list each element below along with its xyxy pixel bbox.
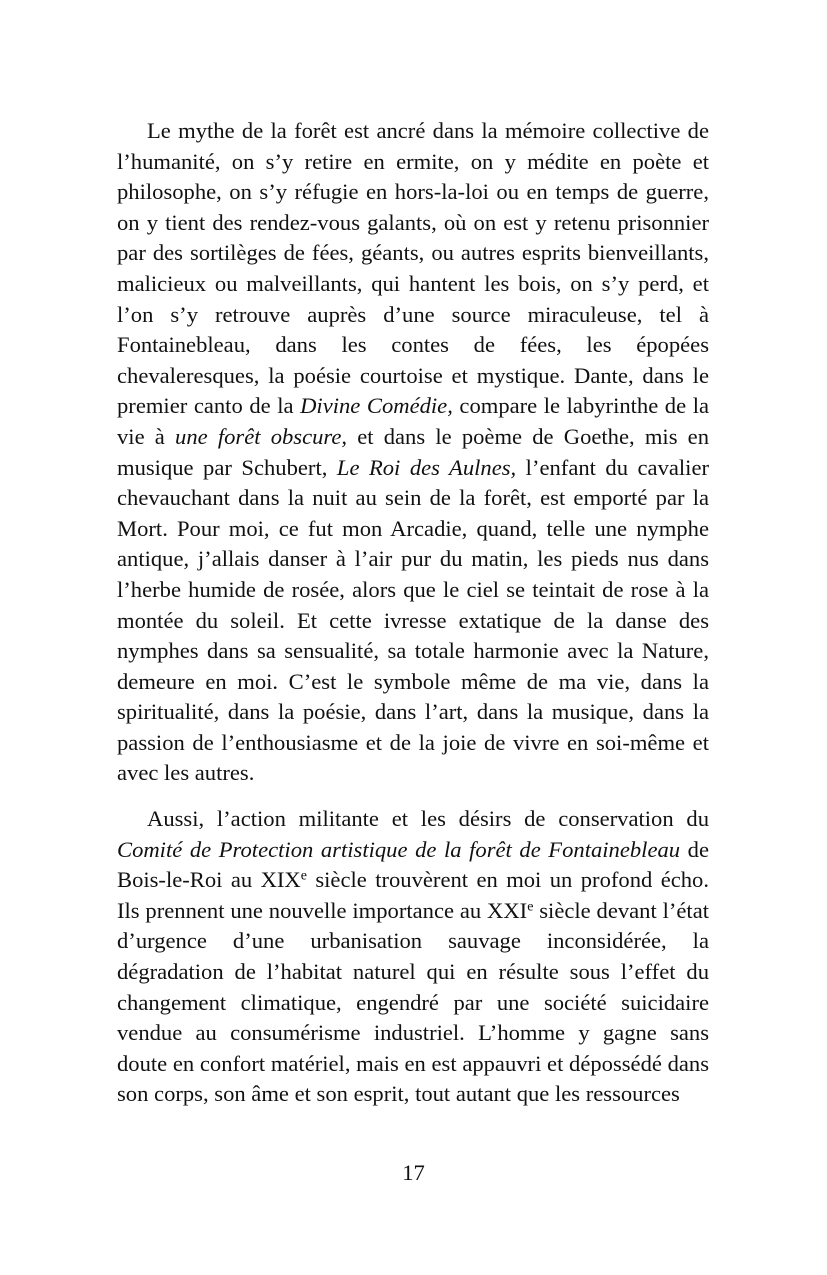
run: siècle trouvèrent en moi un profond écho. Ils prennent une nouvelle importance au XXI [117,867,709,923]
superscript: e [300,868,307,884]
run: de Bois-le-Roi au XIX [117,836,709,893]
run: Aussi, l’action militante et les désirs de conservation du [147,806,709,832]
run: Le mythe de la forêt est ancré dans la mémoire collective de l’humanité, on s’y retire en ermite, on y médite en poète et philosophe, on s’y réfugie en hors-la-loi ou en temps de guerre, on y tient des rendez-vous galants, où on est y retenu prisonnier par des sortilèges de fées, géants, ou autres esprits bienveillants, malicieux ou malveillants, qui hantent les bois, on s’y perd, et l’on s’y retrouve auprès d’une source miraculeuse, tel à Fontainebleau, dans les contes de fées, les épopées chevaleresques, la poésie courtoise et mystique. Dante, dans le premier canto de la [117,118,709,419]
title-divine-comedie: Divine Comédie, [300,393,453,419]
run: siècle devant l’état d’urgence d’une urbanisation sauvage inconsidérée, la dégradation de l’habitat naturel qui en résulte sous l’effet du changement climatique, engendré par une société suicidaire vendue au consumérisme industriel. L’homme y gagne sans doute en confort matériel, mais en est appauvri et dépossédé dans son corps, son âme et son esprit, tout autant que les ressources [117,897,710,1107]
title-roi-des-aulnes: Le Roi des Aulnes, [336,454,517,480]
run: l’enfant du cavalier chevauchant dans la nuit au sein de la forêt, est emporté par la Mort. Pour moi, ce fut mon Arcadie, quand, telle une nymphe antique, j’allais danser à l’air pur du matin, les pieds nus dans l’herbe humide de rosée, alors que le ciel se teintait de rose à la montée du soleil. Et cette ivresse extatique de la danse des nymphes dans sa sensualité, sa totale harmonie avec la Nature, demeure en moi. C’est le symbole même de ma vie, dans la spiritualité, dans la poésie, dans l’art, dans la musique, dans la passion de l’enthousiasme et de la joie de vivre en soi-même et avec les autres. [117,454,710,786]
superscript: e [527,899,534,915]
phrase-foret-obscure: une forêt obscure, [175,423,348,449]
page-number: 17 [402,1160,425,1185]
paragraph-2 [117,804,709,1110]
run: et dans le poème de Goethe, mis en musique par Schubert, [117,423,710,480]
title-comite: Comité de Protection artistique de la forêt de Fontainebleau [117,836,681,862]
paragraph-1 [117,116,709,789]
body-text [117,116,709,1110]
run: compare le labyrinthe de la vie à [117,393,710,449]
